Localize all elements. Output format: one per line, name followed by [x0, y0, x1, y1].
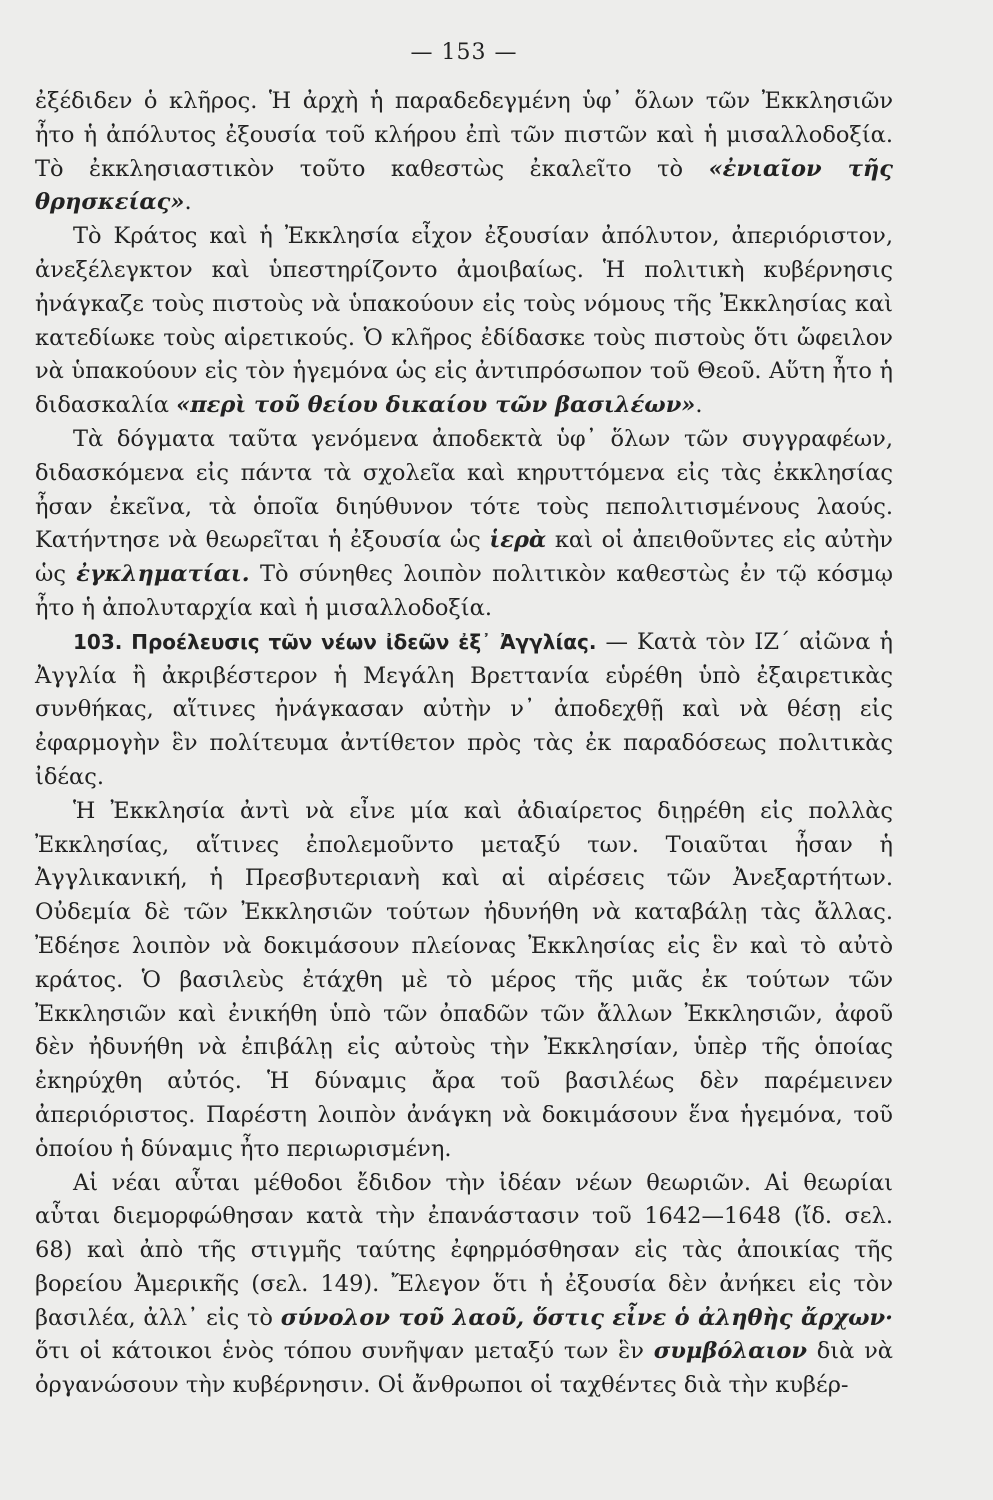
text: Ἡ Ἐκκλησία ἀντὶ νὰ εἶνε μία καὶ ἀδιαίρετος διῃρέθη εἰς πολλὰς Ἐκκλησίας, αἵτινες ἐπολεμοῦντο μεταξύ των. Τοιαῦται ἦσαν ἡ Ἀγγλικανική, ἡ Πρεσβυτεριανὴ καὶ αἱ αἱρέσεις τῶν Ἀνεξαρτήτων. Οὐδεμία δὲ τῶν Ἐκκλησιῶν τούτων ἠδυνήθη νὰ καταβάλῃ τὰς ἄλλας. Ἐδέησε λοιπὸν νὰ δοκιμάσουν πλείονας Ἐκκλησίας εἰς ἓν καὶ τὸ αὐτὸ κράτος. Ὁ βασιλεὺς ἐτάχθη μὲ τὸ μέρος τῆς μιᾶς ἐκ τούτων τῶν Ἐκκλησιῶν καὶ ἐνικήθη ὑπὸ τῶν ὀπαδῶν τῶν ἄλλων Ἐκκλησιῶν, ἀφοῦ δὲν ἠδυνήθη νὰ ἐπιβάλῃ εἰς αὐτοὺς τὴν Ἐκκλησίαν, ὑπὲρ τῆς ὁποίας ἐκηρύχθη αὐτός. Ἡ δύναμις ἄρα τοῦ βασιλέως δὲν παρέμεινεν ἀπεριόριστος. Παρέστη λοιπὸν ἀνάγκη νὰ δοκιμάσουν ἕνα ἡγεμόνα, τοῦ ὁποίου ἡ δύναμις ἦτο περιωρισμένη.	[35, 797, 893, 1162]
paragraph-4	[35, 626, 893, 795]
page-number: — 153 —	[410, 40, 518, 65]
emphasis: σύνολον τοῦ λαοῦ, ὅστις εἶνε ὁ ἀληθὴς ἄρχων·	[280, 1304, 893, 1331]
paragraph-3	[35, 423, 893, 626]
paragraph-5	[35, 795, 893, 1167]
emphasis: «περὶ τοῦ θείου δικαίου τῶν βασιλέων»	[176, 392, 696, 419]
text: διὰ νὰ ὀργανώσουν τὴν κυβέρνησιν. Οἱ ἄνθρωποι οἱ ταχθέντες διὰ τὴν κυβέρ-	[35, 1338, 893, 1399]
text: Τὰ δόγματα ταῦτα γενόμενα ἀποδεκτὰ ὑφ᾿ ὅλων τῶν συγγραφέων, διδασκόμενα εἰς πάντα τὰ σχολεῖα καὶ κηρυττόμενα εἰς τὰς ἐκκλησίας ἦσαν ἐκεῖνα, τὰ ὁποῖα διηύθυνον τότε τοὺς πεπολιτισμένους λαούς. Κατήντησε νὰ θεωρεῖται ἡ ἐξουσία ὡς	[35, 425, 893, 554]
text: Τὸ σύνηθες λοιπὸν πολιτικὸν καθεστὼς ἐν τῷ κόσμῳ ἦτο ἡ ἀπολυταρχία καὶ ἡ μισαλλοδοξία.	[35, 561, 893, 621]
paragraph-1	[35, 85, 893, 220]
text: .	[695, 392, 703, 419]
text: ἐξέδιδεν ὁ κλῆρος. Ἡ ἀρχὴ ἡ παραδεδεγμένη ὑφ᾿ ὅλων τῶν Ἐκκλησιῶν ἦτο ἡ ἀπόλυτος ἐξουσία τοῦ κλήρου ἐπὶ τῶν πιστῶν καὶ ἡ μισαλλοδοξία. Τὸ ἐκκλησιαστικὸν τοῦτο καθεστὼς ἐκαλεῖτο τὸ	[35, 88, 893, 182]
emphasis: ἐγκληματίαι.	[76, 561, 250, 588]
emphasis: «ἐνιαῖον τῆς θρησκείας»	[35, 155, 893, 216]
text: — Κατὰ τὸν ΙΖ΄ αἰῶνα ἡ Ἀγγλία ἢ ἀκριβέστερον ἡ Μεγάλη Βρεττανία εὑρέθη ὑπὸ ἐξαιρετικὰς συνθήκας, αἵτινες ἠνάγκασαν αὐτὴν ν᾿ ἀποδεχθῇ καὶ νὰ θέσῃ εἰς ἐφαρμογὴν ἓν πολίτευμα ἀντίθετον πρὸς τὰς ἐκ παραδόσεως πολιτικὰς ἰδέας.	[35, 628, 893, 790]
text: Αἱ νέαι αὗται μέθοδοι ἔδιδον τὴν ἰδέαν νέων θεωριῶν. Αἱ θεωρίαι αὗται διεμορφώθησαν κατὰ τὴν ἐπανάστασιν τοῦ 1642—1648 (ἴδ. σελ. 68) καὶ ἀπὸ τῆς στιγμῆς ταύτης ἐφηρμόσθησαν εἰς τὰς ἀποικίας τῆς βορείου Ἀμερικῆς (σελ. 149). Ἔλεγον ὅτι ἡ ἐξουσία δὲν ἀνήκει εἰς τὸν βασιλέα, ἀλλ᾿ εἰς τὸ	[35, 1169, 893, 1331]
paragraph-2	[35, 220, 893, 423]
section-heading: 103. Προέλευσις τῶν νέων ἰδεῶν ἐξ᾿ Ἀγγλίας.	[73, 629, 597, 654]
text: ὅτι οἱ κάτοικοι ἑνὸς τόπου συνῆψαν μεταξύ των ἓν	[35, 1338, 654, 1365]
emphasis: ἱερὰ	[489, 527, 547, 554]
text: Τὸ Κράτος καὶ ἡ Ἐκκλησία εἶχον ἐξουσίαν ἀπόλυτον, ἀπεριόριστον, ἀνεξέλεγκτον καὶ ὑπεστηρίζοντο ἀμοιβαίως. Ἡ πολιτικὴ κυβέρνησις ἠνάγκαζε τοὺς πιστοὺς νὰ ὑπακούουν εἰς τοὺς νόμους τῆς Ἐκκλησίας καὶ κατεδίωκε τοὺς αἱρετικούς. Ὁ κλῆρος ἐδίδασκε τοὺς πιστοὺς ὅτι ὤφειλον νὰ ὑπακούουν εἰς τὸν ἡγεμόνα ὡς εἰς ἀντιπρόσωπον τοῦ Θεοῦ. Αὕτη ἦτο ἡ διδασκαλία	[35, 223, 893, 419]
text: καὶ οἱ ἀπειθοῦντες εἰς αὐτὴν ὡς	[35, 527, 893, 588]
paragraph-6	[35, 1167, 893, 1404]
emphasis: συμβόλαιον	[653, 1338, 807, 1365]
text: .	[184, 189, 192, 216]
